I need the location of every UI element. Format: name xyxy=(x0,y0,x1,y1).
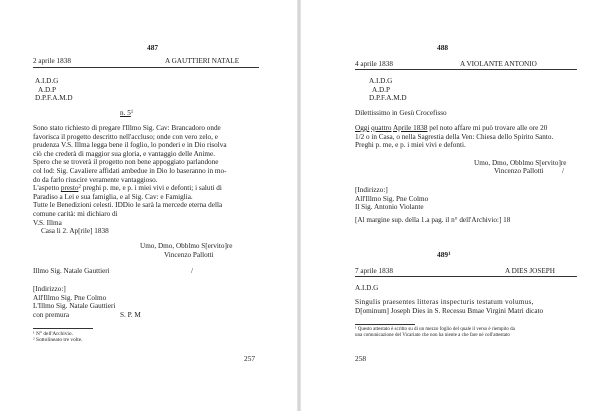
letter-addressee-2: A DIES JOSEPH xyxy=(505,267,555,275)
footnote-ref: 1 xyxy=(130,110,134,115)
letter-number-text: 489 xyxy=(437,250,449,259)
body-line: Singulis praesentes litteras inspecturis testatum volumus, xyxy=(355,298,534,306)
closing-formula: Umo, Dmo, Obblmo S[ervito]re xyxy=(474,159,567,167)
header-line: D.P.F.A.M.D xyxy=(35,94,73,103)
body-line xyxy=(33,184,227,193)
salutation: Dilettissimo in Gesù Crocefisso xyxy=(355,109,447,117)
footnotes xyxy=(33,331,83,344)
body-line: prudenza V.S. Illma legga bene il foglio, lo ponderi e in Dio risolva xyxy=(33,141,227,150)
page-number: 257 xyxy=(244,354,256,363)
underlined-word: presto xyxy=(60,184,79,193)
spm-mark: S. P. M xyxy=(120,311,141,319)
letter-date: 2 aprile 1838 xyxy=(33,57,71,65)
reference-text: n. 5 xyxy=(120,109,131,117)
body-line: Sono stato richiesto di pregare l'Illmo Sig. Cav: Brancadoro onde xyxy=(33,124,221,132)
body-line: 1/2 o in Casa, o nella Sagrestia della Ven: Chiesa dello Spirito Santo. xyxy=(355,132,554,141)
letter-number: 488 xyxy=(437,43,449,52)
header-initials-2: A.I.D.G xyxy=(355,284,379,292)
place-date: Casa li 2. Ap[rile] 1838 xyxy=(41,227,109,236)
header-initials xyxy=(369,77,407,103)
signature: Vincenzo Pallotti xyxy=(494,167,544,175)
body-line: V.S. Illma xyxy=(33,218,62,227)
margin-note: [Al margine sup. della 1.a pag. il n° dell'Archivio:] 18 xyxy=(355,216,511,224)
letter-addressee: A GAUTTIERI NATALE xyxy=(165,57,240,65)
body-line xyxy=(355,124,553,133)
body-line: Tutte le Benedizioni celesti. IDDio le sarà la mercede eterna della xyxy=(33,201,223,210)
letter-addressee: A VIOLANTE ANTONIO xyxy=(460,60,537,68)
recipient: Illmo Sig. Natale Gauttieri xyxy=(33,267,110,275)
signature: Vincenzo Pallotti xyxy=(164,251,214,259)
closing-formula: Umo, Dmo, Obblmo S[ervito]re xyxy=(140,242,233,250)
address-block xyxy=(33,285,115,319)
letter-body xyxy=(33,124,227,236)
header-rule xyxy=(355,69,577,70)
header-line: A.D.P xyxy=(38,85,56,94)
address-line: [Indirizzo:] xyxy=(33,285,66,293)
address-line: L'Illmo Sig. Natale Gauttieri xyxy=(33,302,116,311)
address-line: [Indirizzo:] xyxy=(355,186,388,194)
archive-mark: / xyxy=(562,167,564,175)
header-rule xyxy=(33,67,259,68)
header-line: D.P.F.A.M.D xyxy=(369,94,407,103)
footnote: una comunicazione del Vicariato che non ha niente a che fare né coll'attestato xyxy=(355,333,510,339)
footnote: ¹ N° dell'Archivio. xyxy=(33,331,73,337)
letter-number-2 xyxy=(437,251,451,260)
address-line: Il Sig. Antonio Violante xyxy=(355,203,424,212)
footnote-ref: 2 xyxy=(78,185,81,191)
underlined-word: Oggi xyxy=(355,124,370,132)
body-line: D[ominum] Joseph Dies in S. Recessu Bmae Virgini Matri dicato xyxy=(355,306,544,315)
footnote: ² Sottolineato tre volte. xyxy=(33,337,83,344)
header-line: A.I.D.G xyxy=(35,77,59,85)
letter-number: 487 xyxy=(147,43,159,52)
body-text: preghi p. me, e p. i miei vivi e defonti; i saluti di xyxy=(80,184,222,193)
body-line: comune carità: mi dichiaro di xyxy=(33,209,118,218)
letter-body xyxy=(355,124,553,150)
letter-date: 4 aprile 1838 xyxy=(355,60,393,68)
address-block xyxy=(355,186,428,212)
body-line: Spero che se troverà il progetto non bene appoggiato parlandone xyxy=(33,158,219,167)
letter-date-2: 7 aprile 1838 xyxy=(355,267,393,275)
header-line: A.D.P xyxy=(372,85,390,94)
underlined-word: quattro xyxy=(371,124,392,132)
footnote-ref: 1 xyxy=(448,252,451,257)
body-line: ciò che crederà di maggior sua gloria, e vantaggio delle Anime. xyxy=(33,149,216,158)
footnotes xyxy=(355,327,515,340)
page-number: 258 xyxy=(355,354,367,363)
letter-body-2 xyxy=(355,298,543,315)
body-line: do da farlo riuscire veramente vantaggioso. xyxy=(33,175,158,184)
footnote-rule xyxy=(355,324,415,325)
header-line: A.I.D.G xyxy=(369,77,393,85)
left-page xyxy=(0,0,297,411)
address-line: All'Illmo Sig. Pne Colmo xyxy=(355,194,429,203)
header-rule xyxy=(355,276,577,277)
body-line: favorisca il progetto descritto nell'accluso; onde con vero zelo, e xyxy=(33,132,218,141)
reference-mark xyxy=(120,109,133,118)
header-initials xyxy=(35,77,73,103)
address-line: con premura xyxy=(33,310,70,319)
right-page xyxy=(301,0,598,411)
footnote: ¹ Questo attestato è scritto su di un mezzo foglio del quale il verso è riempito da xyxy=(355,327,515,332)
footnote-rule xyxy=(33,328,93,329)
archive-mark: / xyxy=(191,267,193,275)
body-line: Preghi p. me, e p. i miei vivi e defonti. xyxy=(355,141,466,150)
address-line: All'Illmo Sig. Pne Colmo xyxy=(33,293,107,302)
body-text: L'aspetto xyxy=(33,184,61,193)
body-text: pel noto affare mi può trovare alle ore 20 xyxy=(427,124,548,132)
body-line: Paradiso a Lei e sua famiglia, e al Sig. Cav: e Famiglia. xyxy=(33,192,193,201)
underlined-word: Aprile 1838 xyxy=(392,124,428,132)
body-line: col lod: Sig. Cavaliere affidati ambedue in Dio lo baseranno in mo- xyxy=(33,166,227,175)
